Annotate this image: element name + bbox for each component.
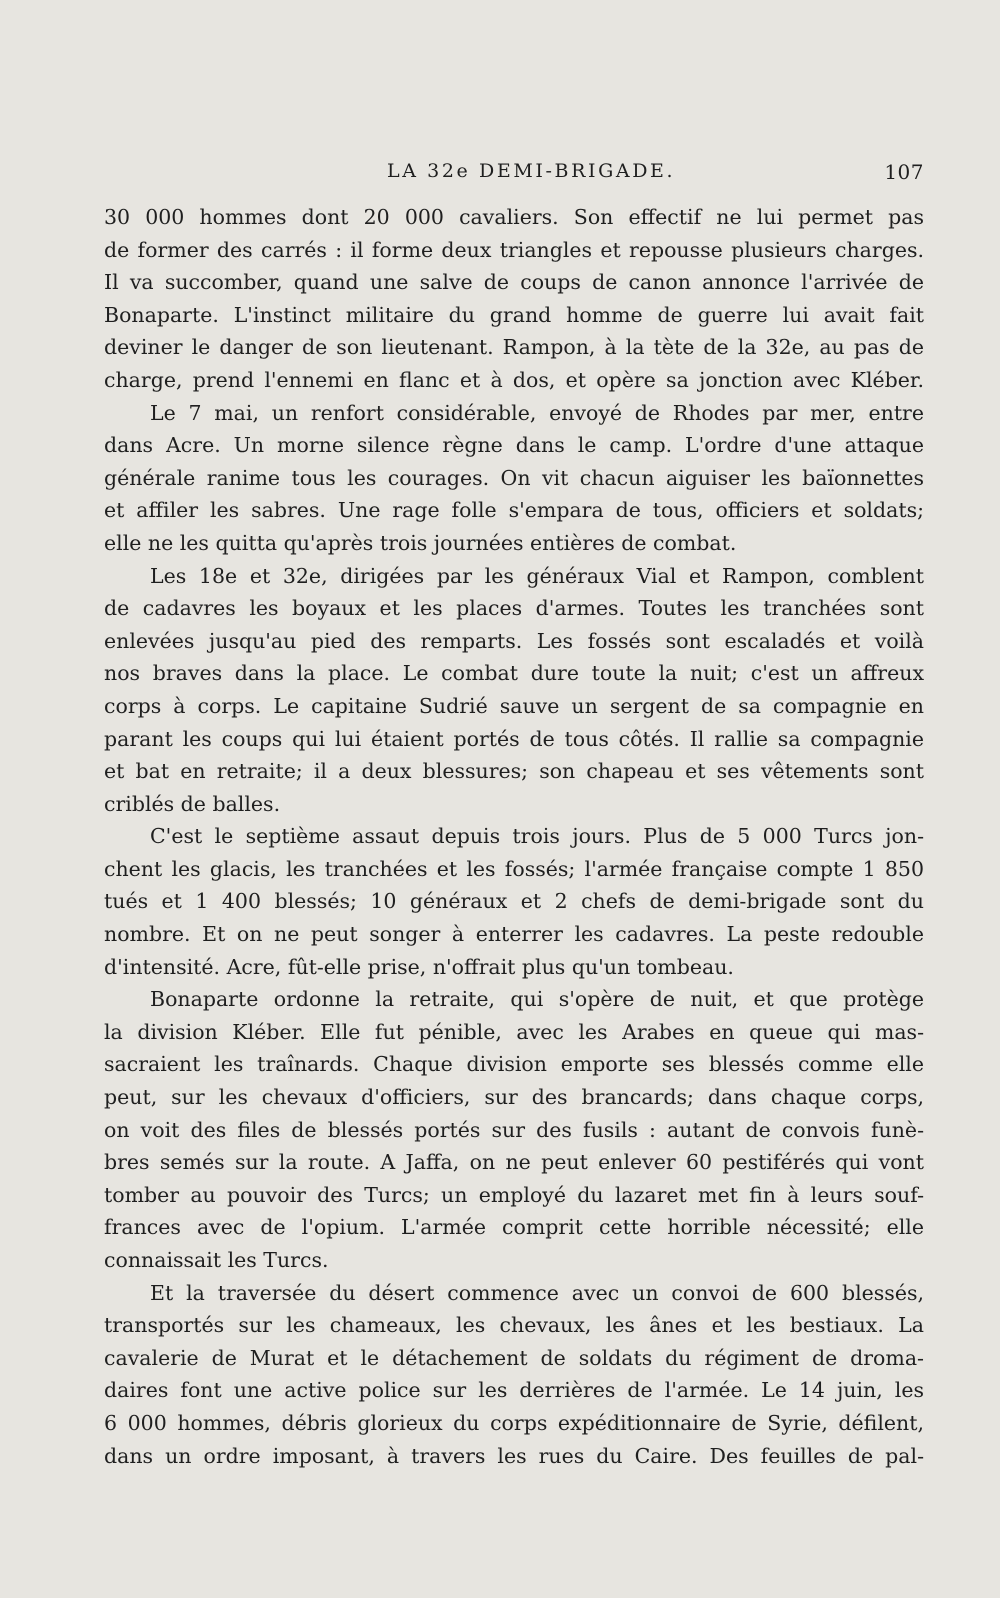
text-line: Les 18e et 32e, dirigées par les généraux Vial et Rampon, comblent xyxy=(150,563,924,588)
text-line: Il va succomber, quand une salve de coups de canon annonce l'arrivée de xyxy=(104,270,924,295)
body-text xyxy=(104,201,924,1472)
text-line: nombre. Et on ne peut songer à enterrer les cadavres. La peste redouble xyxy=(104,922,924,947)
text-line: et bat en retraite; il a deux blessures; son chapeau et ses vêtements sont xyxy=(104,759,924,784)
text-line: C'est le septième assaut depuis trois jours. Plus de 5 000 Turcs jon- xyxy=(150,824,924,849)
page-number: 107 xyxy=(884,160,924,184)
text-line: Bonaparte. L'instinct militaire du grand homme de guerre lui avait fait xyxy=(104,302,924,327)
page-header xyxy=(104,160,924,190)
text-line: d'intensité. Acre, fût-elle prise, n'offrait plus qu'un tombeau. xyxy=(104,954,734,979)
text-line: dans Acre. Un morne silence règne dans le camp. L'ordre d'une attaque xyxy=(104,433,924,458)
text-line: de former des carrés : il forme deux triangles et repousse plusieurs charges. xyxy=(104,237,924,262)
text-line: chent les glacis, les tranchées et les fossés; l'armée française compte 1 850 xyxy=(104,856,924,881)
text-line: on voit des files de blessés portés sur des fusils : autant de convois funè- xyxy=(104,1117,924,1142)
text-line: enlevées jusqu'au pied des remparts. Les fossés sont escaladés et voilà xyxy=(104,628,924,653)
text-line: elle ne les quitta qu'après trois journées entières de combat. xyxy=(104,530,737,555)
text-line: sacraient les traînards. Chaque division emporte ses blessés comme elle xyxy=(104,1052,924,1077)
text-line: bres semés sur la route. A Jaffa, on ne peut enlever 60 pestiférés qui vont xyxy=(104,1150,924,1175)
text-line: charge, prend l'ennemi en flanc et à dos, et opère sa jonction avec Kléber. xyxy=(104,367,924,392)
text-line: peut, sur les chevaux d'officiers, sur des brancards; dans chaque corps, xyxy=(104,1085,924,1110)
text-line: Et la traversée du désert commence avec un convoi de 600 blessés, xyxy=(150,1280,924,1305)
text-line: nos braves dans la place. Le combat dure toute la nuit; c'est un affreux xyxy=(104,661,924,686)
text-line: la division Kléber. Elle fut pénible, avec les Arabes en queue qui mas- xyxy=(104,1019,924,1044)
text-line: de cadavres les boyaux et les places d'armes. Toutes les tranchées sont xyxy=(104,596,924,621)
text-line: connaissait les Turcs. xyxy=(104,1248,329,1272)
text-line: tués et 1 400 blessés; 10 généraux et 2 chefs de demi-brigade sont du xyxy=(104,889,924,914)
text-line: 30 000 hommes dont 20 000 cavaliers. Son effectif ne lui permet pas xyxy=(104,205,924,229)
text-line: Bonaparte ordonne la retraite, qui s'opère de nuit, et que protège xyxy=(150,987,924,1012)
text-line: générale ranime tous les courages. On vit chacun aiguiser les baïonnettes xyxy=(104,465,924,490)
text-line: corps à corps. Le capitaine Sudrié sauve un sergent de sa compagnie en xyxy=(104,693,924,718)
text-line: transportés sur les chameaux, les chevaux, les ânes et les bestiaux. La xyxy=(104,1313,924,1338)
text-line: 6 000 hommes, débris glorieux du corps expéditionnaire de Syrie, défilent, xyxy=(104,1410,924,1435)
text-line: tomber au pouvoir des Turcs; un employé du lazaret met fin à leurs souf- xyxy=(104,1182,924,1207)
text-line: cavalerie de Murat et le détachement de soldats du régiment de droma- xyxy=(104,1345,924,1370)
text-line: dans un ordre imposant, à travers les rues du Caire. Des feuilles de pal- xyxy=(104,1443,924,1468)
text-line: parant les coups qui lui étaient portés de tous côtés. Il rallie sa compagnie xyxy=(104,726,924,751)
text-line: Le 7 mai, un renfort considérable, envoyé de Rhodes par mer, entre xyxy=(150,400,924,425)
text-line: daires font une active police sur les derrières de l'armée. Le 14 juin, les xyxy=(104,1378,924,1403)
running-title: LA 32e DEMI-BRIGADE. xyxy=(387,160,676,182)
text-line: et affiler les sabres. Une rage folle s'empara de tous, officiers et soldats; xyxy=(104,498,924,523)
text-line: criblés de balles. xyxy=(104,791,281,816)
text-line: deviner le danger de son lieutenant. Rampon, à la tète de la 32e, au pas de xyxy=(104,335,924,360)
text-line: frances avec de l'opium. L'armée comprit cette horrible nécessité; elle xyxy=(104,1215,924,1240)
